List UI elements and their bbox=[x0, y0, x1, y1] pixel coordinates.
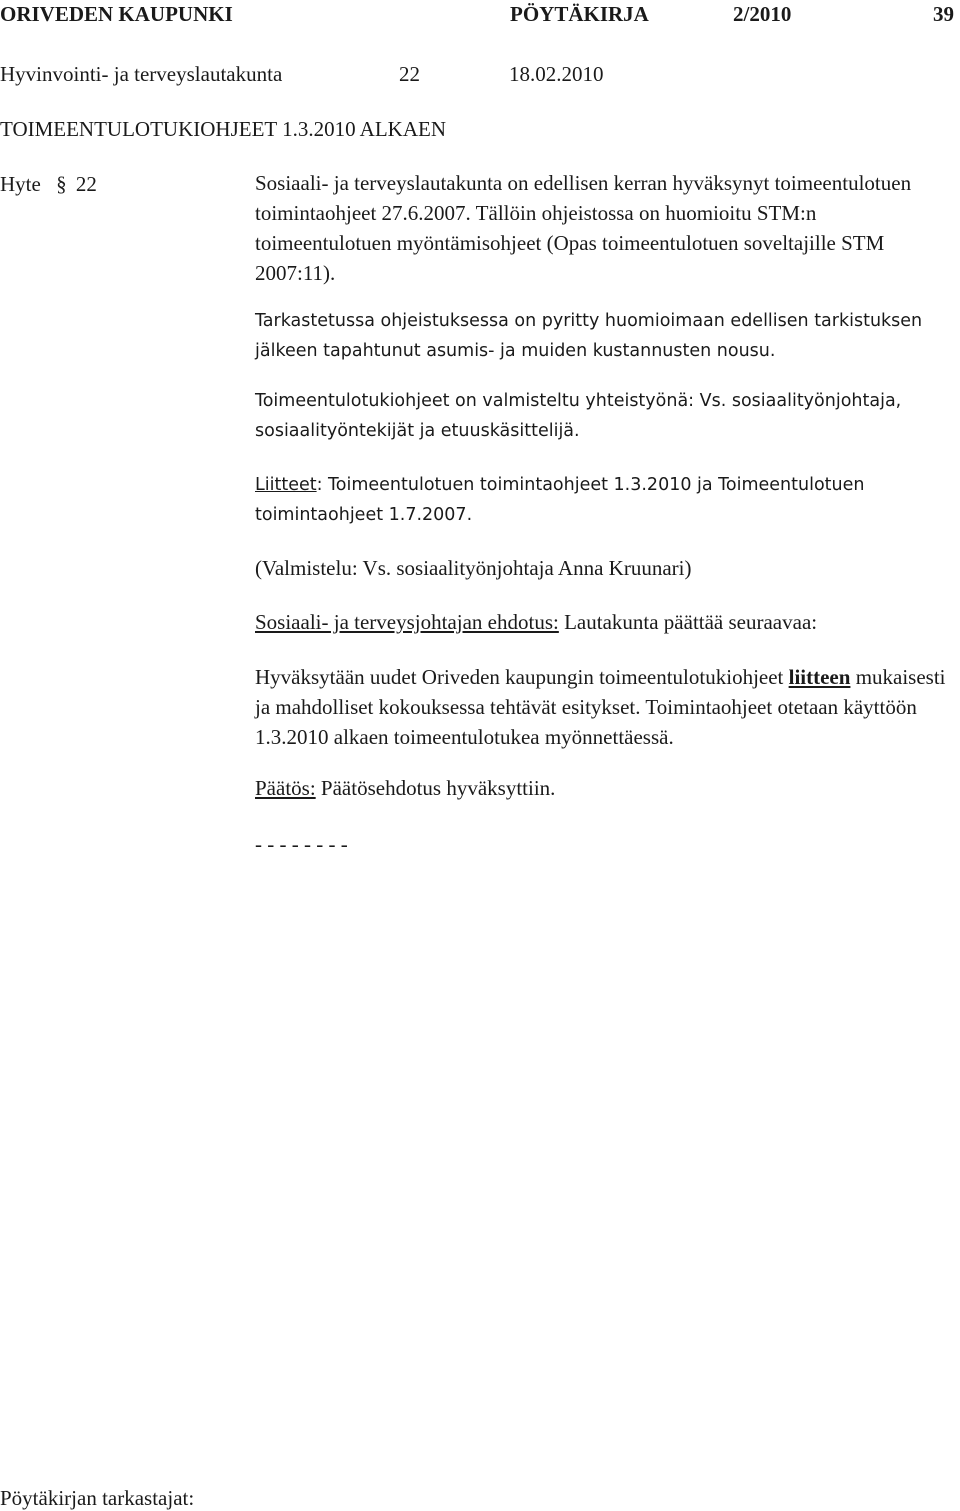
attachments-text: : Toimeentulotuen toimintaohjeet 1.3.2010 ja Toimeentulotuen toimintaohjeet 1.7.2007. bbox=[255, 475, 865, 525]
section-reference bbox=[0, 172, 97, 197]
section-ref-number: 22 bbox=[75, 172, 97, 196]
attachments-label: Liitteet bbox=[255, 475, 317, 495]
proposal-label: Sosiaali- ja terveysjohtajan ehdotus: bbox=[255, 610, 559, 634]
section-prefix: Hyte bbox=[0, 172, 41, 196]
paragraph-preparation: Toimeentulotukiohjeet on valmisteltu yhteistyönä: Vs. sosiaalityönjohtaja, sosiaalityöntekijät ja etuuskäsittelijä. bbox=[255, 391, 902, 441]
decision-label: Päätös: bbox=[255, 776, 316, 800]
paragraph-proposal bbox=[255, 607, 955, 637]
page-number: 39 bbox=[933, 2, 954, 26]
minutes-checkers-label: Pöytäkirjan tarkastajat: bbox=[0, 1486, 195, 1510]
city-name: ORIVEDEN KAUPUNKI bbox=[0, 2, 233, 26]
decision-text: Päätösehdotus hyväksyttiin. bbox=[315, 776, 556, 800]
meeting-date: 18.02.2010 bbox=[509, 62, 604, 86]
document-number: 2/2010 bbox=[733, 2, 792, 26]
header-section-number: 22 bbox=[399, 62, 420, 86]
paragraph-resolution bbox=[255, 662, 955, 752]
paragraph-review: Tarkastetussa ohjeistuksessa on pyritty huomioimaan edellisen tarkistuksen jälkeen tapahtunut asumis- ja muiden kustannusten nousu. bbox=[255, 311, 923, 361]
section-title: TOIMEENTULOTUKIOHJEET 1.3.2010 ALKAEN bbox=[0, 117, 447, 141]
resolution-text-b: mukaisesti ja mahdolliset kokouksessa tehtävät esitykset. Toimintaohjeet otetaan käyttöön 1.3.2010 alkaen toimeentulotukea myönnettäessä. bbox=[255, 665, 946, 749]
separator-dashes: - - - - - - - - bbox=[255, 832, 348, 856]
proposal-text: Lautakunta päättää seuraavaa: bbox=[558, 610, 818, 634]
paragraph-attachments bbox=[255, 470, 955, 530]
paragraph-decision bbox=[255, 773, 955, 803]
paragraph-background: Sosiaali- ja terveyslautakunta on edellisen kerran hyväksynyt toimeentulotuen toimintaohjeet 27.6.2007. Tällöin ohjeistossa on huomioitu STM:n toimeentulotuen myöntämisohjeet (Opas toimeentulotuen soveltajille STM 2007:11). bbox=[255, 171, 912, 285]
section-symbol: § bbox=[56, 172, 67, 196]
attachment-link[interactable]: liitteen bbox=[788, 665, 851, 689]
paragraph-prepared-by: (Valmistelu: Vs. sosiaalityönjohtaja Anna Kruunari) bbox=[255, 556, 692, 580]
resolution-text-a: Hyväksytään uudet Oriveden kaupungin toimeentulotukiohjeet bbox=[255, 665, 789, 689]
document-type: PÖYTÄKIRJA bbox=[510, 2, 649, 26]
committee-name: Hyvinvointi- ja terveyslautakunta bbox=[0, 62, 283, 86]
